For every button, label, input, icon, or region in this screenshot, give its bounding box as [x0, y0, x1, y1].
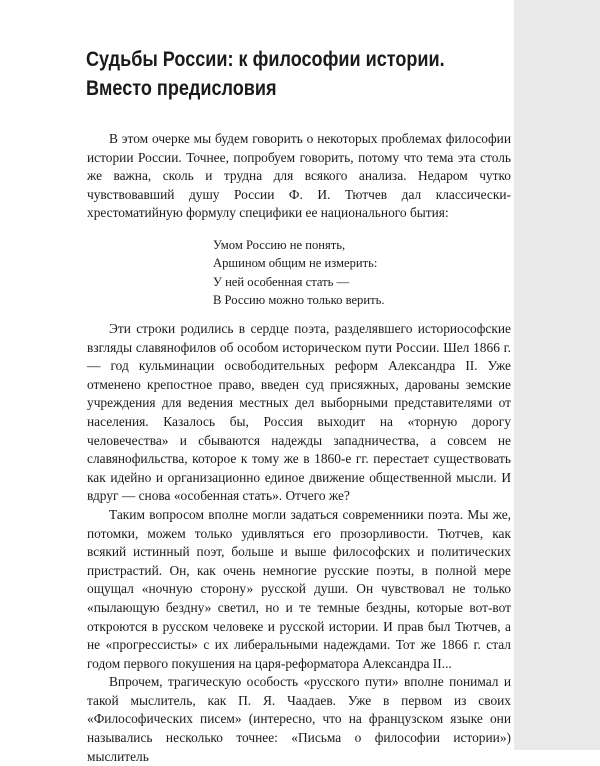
chapter-title-line-2: Вместо предисловия: [86, 77, 277, 100]
chapter-title: [86, 45, 447, 103]
intro-block: [87, 130, 511, 223]
poem-line: В Россию можно только верить.: [213, 293, 385, 308]
intro-paragraph: В этом очерке мы будем говорить о некоторых проблемах философии истории России. Точнее, попробуем говорить, потому что тема эта столь же важна, сколь и трудна для всякого анализа. Недаром чутко чувствовавший душу России Ф. И. Тютчев дал классически-хрестоматийную формулу специфики ее национального бытия:: [87, 131, 511, 221]
poem-line: Умом Россию не понять,: [213, 238, 346, 252]
poem-line: Аршином общим не измерить:: [213, 256, 378, 271]
body-paragraph: Эти строки родились в сердце поэта, разделявшего историософские взгляды славянофилов об особом историческом пути России. Шел 1866 г. — год кульминации освободительных реформ Александра II. Уже отменено крепостное право, введен суд присяжных, дарованы земские учреждения для ведения местных дел выборными представителями от населения. Казалось бы, Россия выходит на «торную дорогу человечества» и сбываются надежды западничества, а совсем не славянофильства, которое к тому же в 1860-е гг. перестает существовать как идейно и организационно единое движение общественной мысли. И вдруг — снова «особенная стать». Отчего же?: [87, 321, 511, 504]
body-text: [87, 320, 511, 766]
body-paragraph: Таким вопросом вполне могли задаться современники поэта. Мы же, потомки, можем только удивляться его прозорливости. Тютчев, как всякий истинный поэт, больше и выше философских и политических пристрастий. Он, как очень немногие русские поэты, в полной мере ощущал «ночную сторону» русской души. Он чувствовал не только «пылающую бездну» светил, но и те темные бездны, которые вот-вот откроются в русском человеке и русской истории. И прав был Тютчев, а не «прогрессисты» с их либеральными надеждами. Тот же 1866 г. стал годом первого покушения на царя-реформатора Александра II...: [87, 506, 511, 671]
body-paragraph: Впрочем, трагическую особость «русского пути» вполне понимал и такой мыслитель, как П. Я. Чаадаев. Уже в первом из своих «Философических писем» (интересно, что на французском языке они назывались несколько точнее: «Письма о философии истории») мыслитель: [87, 674, 511, 764]
poem-line: У ней особенная стать —: [213, 274, 350, 289]
page-margin-shadow: [514, 0, 600, 750]
poem-quote: [213, 236, 384, 310]
chapter-title-line-1: Судьбы России: к философии истории.: [86, 48, 445, 71]
